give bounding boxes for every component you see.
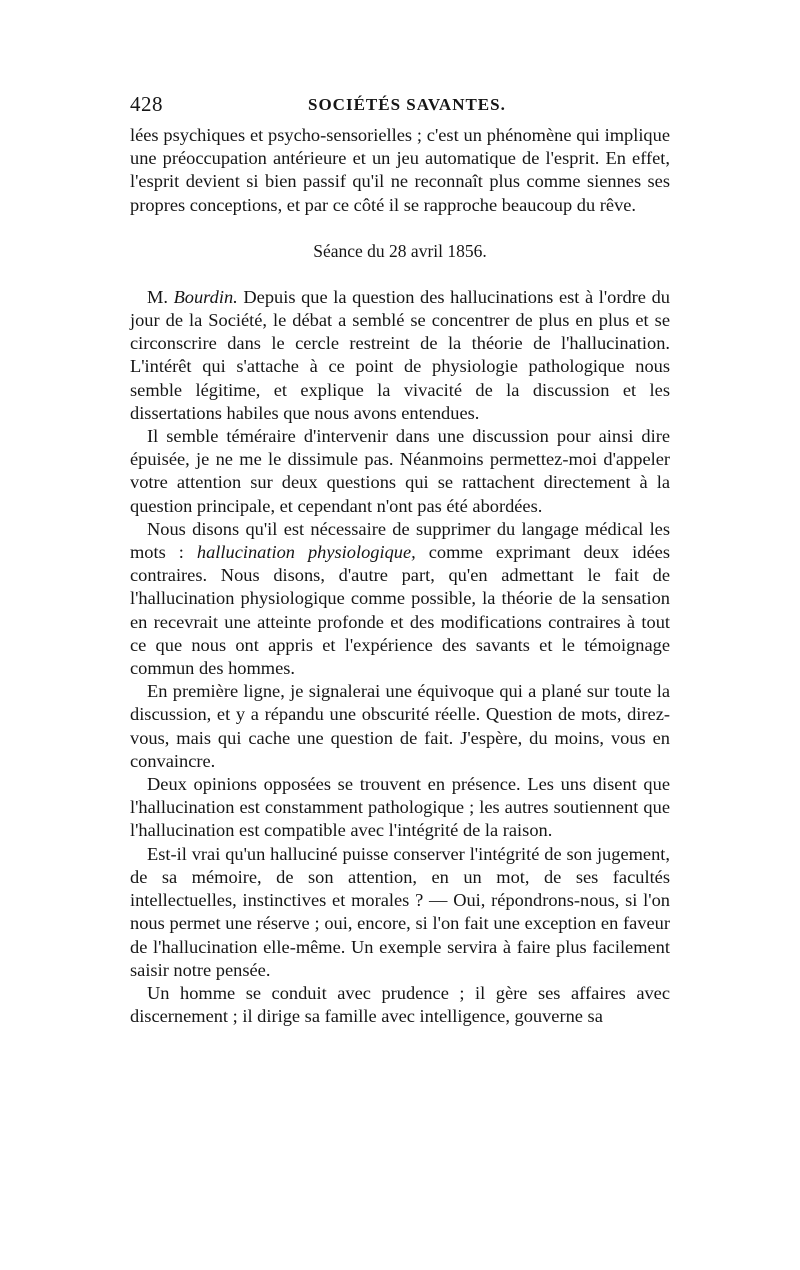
running-head <box>130 92 670 124</box>
page-number: 428 <box>130 92 163 116</box>
paragraph-3-after: comme exprimant deux idées contraires. Nous disons, d'autre part, qu'en admettant le fait de l'hallucination physiologique comme possible, la théorie de la sensation en recevrait une atteinte profonde et des modifications contraires à tout ce que nous ont appris et l'expérience des savants et le témoignage commun des hommes. <box>130 542 670 679</box>
paragraph-6: Est-il vrai qu'un halluciné puisse conserver l'intégrité de son jugement, de sa mémoire, de son attention, en un mot, de ses facultés intellectuelles, instinctives et morales ? — Oui, répondrons-nous, si l'on nous permet une réserve ; oui, encore, si l'on fait une exception en faveur de l'hallucination elle-même. Un exemple servira à faire plus facilement saisir notre pensée. <box>130 843 670 980</box>
paragraph-3 <box>130 518 670 680</box>
paragraph-7: Un homme se conduit avec prudence ; il gère ses affaires avec discernement ; il dirige sa famille avec intelligence, gouverne sa <box>130 982 670 1027</box>
paragraph-5: Deux opinions opposées se trouvent en présence. Les uns disent que l'hallucination est constamment pathologique ; les autres soutiennent que l'hallucination est compatible avec l'intégrité de la raison. <box>130 774 670 841</box>
speaker-name: Bourdin. <box>173 286 238 307</box>
paragraph-3-italic: hallucination physiologique, <box>196 542 416 563</box>
continuation-paragraph: lées psychiques et psycho-sensorielles ; c'est un phénomène qui implique une préoccupation antérieure et un jeu automatique de l'esprit. En effet, l'esprit devient si bien passif qu'il ne reconnaît plus comme siennes ses propres conceptions, et par ce côté il se rapproche beaucoup du rêve. <box>130 125 670 215</box>
speaker-prefix: M. <box>147 286 168 307</box>
paragraph-2: Il semble téméraire d'intervenir dans une discussion pour ainsi dire épuisée, je ne me le dissimule pas. Néanmoins permettez-moi d'appeler votre attention sur deux questions qui se rattachent directement à la question principale, et cependant n'ont pas été abordées. <box>130 426 670 516</box>
paragraph-3-before: Nous disons qu'il est nécessaire de supprimer du langage médical les mots : <box>130 518 670 563</box>
book-page <box>130 92 670 1028</box>
paragraph-4: En première ligne, je signalerai une équivoque qui a plané sur toute la discussion, et y a répandu une obscurité réelle. Question de mots, direz-vous, mais qui cache une question de fait. J'espère, du moins, vous en convaincre. <box>130 681 670 771</box>
paragraph-1-text: Depuis que la question des hallucinations est à l'ordre du jour de la Société, le débat a semblé se concentrer de plus en plus et se circonscrire dans le cercle restreint de la théorie de l'hallucination. L'intérêt qui s'attache à ce point de physiologie pathologique nous semble légitime, et explique la vivacité de la discussion et les dissertations habiles que nous avons entendues. <box>130 286 670 423</box>
running-title: SOCIÉTÉS SAVANTES. <box>308 95 506 114</box>
section-heading: Séance du 28 avril 1856. <box>313 240 487 261</box>
paragraph-1 <box>130 286 670 425</box>
